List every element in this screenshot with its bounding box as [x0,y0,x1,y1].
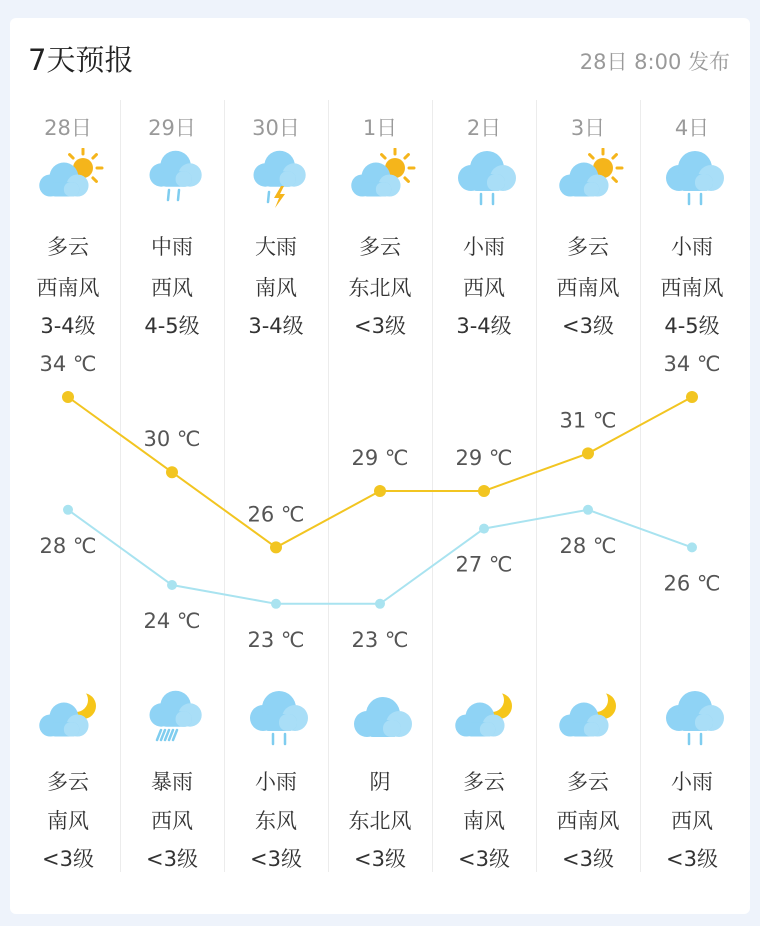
night-wind-level: <3级 [250,847,302,871]
night-wind: 西南风 [556,809,620,833]
night-wind: 西风 [151,809,193,833]
night-wind-level: <3级 [562,847,614,871]
low-temp-label: 28 ℃ [559,533,617,558]
low-temp-label: 27 ℃ [455,552,513,577]
light-rain-icon [659,148,729,208]
day-date: 1日 [362,116,398,140]
day-weather: 中雨 [151,235,193,259]
night-weather: 阴 [369,770,391,794]
partly-cloudy-night-icon [555,688,625,748]
day-wind: 西南风 [36,276,100,300]
partly-cloudy-night-icon [451,688,521,748]
low-temp-label: 23 ℃ [351,627,409,652]
partly-cloudy-day-icon [347,148,417,208]
day-column [224,100,328,872]
light-rain-icon [451,148,521,208]
high-temp-label: 26 ℃ [247,502,305,527]
high-temp-label: 31 ℃ [559,408,617,433]
light-rain-icon [659,688,729,748]
day-date: 3日 [570,116,606,140]
day-column [640,100,744,872]
day-date: 28日 [44,116,92,140]
page-title: 7天预报 [28,43,134,77]
night-weather: 多云 [463,770,505,794]
day-wind: 南风 [255,276,297,300]
high-temp-label: 34 ℃ [39,352,97,376]
partly-cloudy-day-icon [35,148,105,208]
day-column [536,100,640,872]
night-weather: 暴雨 [151,770,193,794]
high-temp-label: 29 ℃ [455,446,513,470]
night-weather: 多云 [47,770,89,794]
low-temp-label: 28 ℃ [39,533,97,558]
day-wind: 西南风 [556,276,620,300]
low-temp-label: 26 ℃ [663,571,721,596]
day-column [120,100,224,872]
night-wind-level: <3级 [354,847,406,871]
partly-cloudy-day-icon [555,148,625,208]
day-wind-level: <3级 [562,314,614,338]
partly-cloudy-night-icon [35,688,105,748]
night-wind: 南风 [463,809,505,833]
moderate-rain-icon [139,148,209,208]
night-wind-level: <3级 [666,847,718,871]
day-wind-level: 3-4级 [40,314,96,338]
day-date: 29日 [148,116,196,140]
day-wind: 西南风 [660,276,724,300]
night-wind-level: <3级 [458,847,510,871]
night-weather: 小雨 [671,770,713,794]
day-wind: 西风 [151,276,193,300]
day-wind-level: 3-4级 [456,314,512,338]
low-temp-label: 24 ℃ [143,609,201,633]
day-column [16,100,120,872]
day-wind: 西风 [463,276,505,300]
day-date: 30日 [252,116,300,140]
high-temp-label: 30 ℃ [143,427,201,452]
day-weather: 多云 [359,235,401,259]
overcast-icon [347,688,417,748]
high-temp-label: 29 ℃ [351,446,409,470]
night-wind-level: <3级 [146,847,198,871]
night-wind: 西风 [671,809,713,833]
thunder-rain-icon [243,148,313,208]
night-weather: 多云 [567,770,609,794]
high-temp-label: 34 ℃ [663,352,721,376]
night-wind: 南风 [47,809,89,833]
day-date: 4日 [674,116,710,140]
day-date: 2日 [466,116,502,140]
night-wind-level: <3级 [42,847,94,871]
day-wind: 东北风 [348,276,412,300]
day-wind-level: 3-4级 [248,314,304,338]
night-wind: 东北风 [348,809,412,833]
night-wind: 东风 [255,809,297,833]
day-weather: 大雨 [255,235,297,259]
night-weather: 小雨 [255,770,297,794]
day-weather: 小雨 [463,235,505,259]
light-rain-icon [243,688,313,748]
day-weather: 多云 [567,235,609,259]
day-weather: 小雨 [671,235,713,259]
day-weather: 多云 [47,235,89,259]
rainstorm-icon [139,688,209,748]
day-wind-level: 4-5级 [664,314,720,338]
day-wind-level: 4-5级 [144,314,200,338]
day-wind-level: <3级 [354,314,406,338]
low-temp-label: 23 ℃ [247,627,305,652]
publish-time: 28日 8:00 发布 [579,50,730,74]
day-column [432,100,536,872]
day-column [328,100,432,872]
